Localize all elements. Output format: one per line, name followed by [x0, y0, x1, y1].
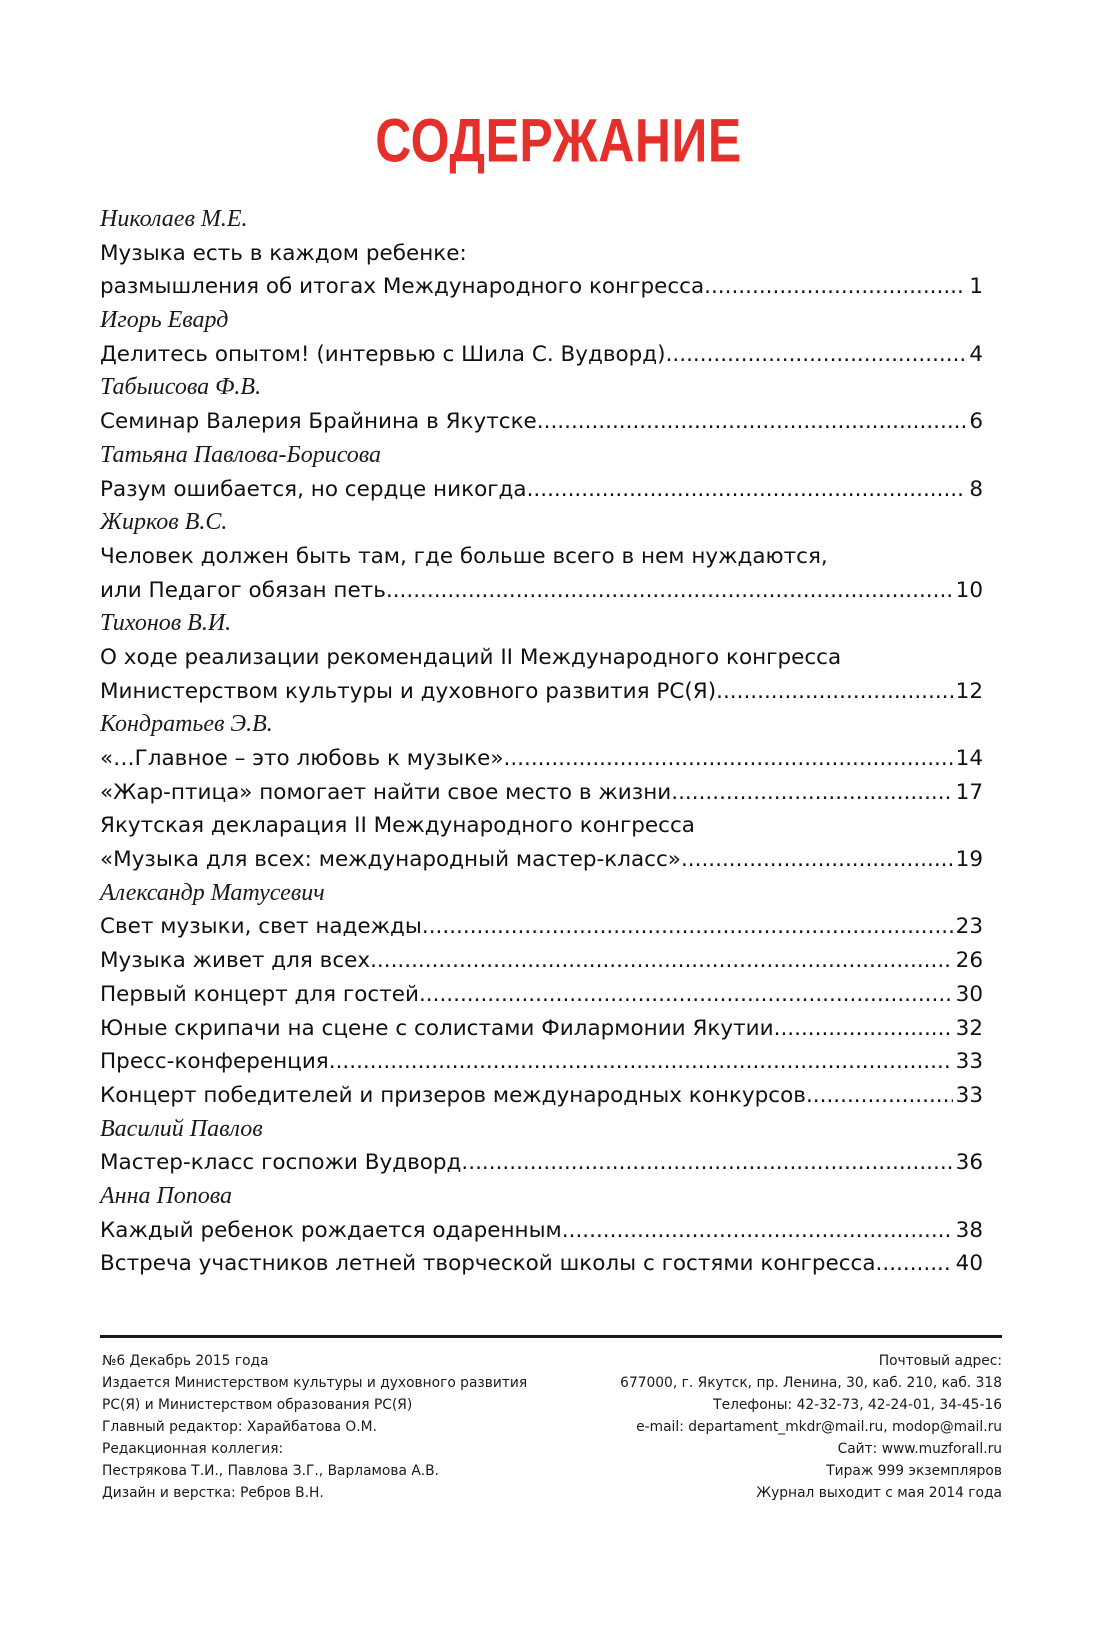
dot-leader: [876, 1247, 953, 1281]
toc-page-number: 17: [955, 779, 983, 805]
dot-leader: [329, 1045, 953, 1079]
toc-entry[interactable]: [100, 473, 983, 507]
footer-left-line: Дизайн и верстка: Ребров В.Н.: [102, 1485, 324, 1501]
toc-page-number: 38: [955, 1217, 983, 1243]
toc-entry[interactable]: [100, 574, 983, 608]
footer-right-line: Тираж 999 экземпляров: [826, 1463, 1002, 1479]
footer-left-line: №6 Декабрь 2015 года: [102, 1353, 269, 1369]
footer-left-line: РС(Я) и Министерством образования РС(Я): [102, 1397, 413, 1413]
toc-page-number: 26: [955, 948, 983, 974]
toc-entry-title: Разум ошибается, но сердце никогда: [100, 476, 527, 502]
toc-page-number: 6: [969, 409, 983, 435]
toc-page-number: 30: [955, 981, 983, 1007]
toc-entry-title: «Музыка для всех: международный мастер-класс»: [100, 847, 681, 873]
toc-page-number: 23: [955, 914, 983, 940]
toc-page-number: 8: [969, 476, 983, 502]
dot-leader: [461, 1146, 952, 1180]
toc-title-line: [100, 237, 983, 271]
dot-leader: [419, 978, 953, 1012]
toc-author: Игорь Евард: [100, 307, 229, 334]
toc-page-number: 1: [969, 274, 983, 300]
toc-page-number: 36: [955, 1150, 983, 1176]
toc-entry-title: Концерт победителей и призеров международных конкурсов: [100, 1082, 806, 1108]
dot-leader: [704, 270, 966, 304]
footer-left-line: Пестрякова Т.И., Павлова З.Г., Варламова А.В.: [102, 1463, 440, 1479]
toc-page-number: 14: [955, 746, 983, 771]
toc-entry[interactable]: [100, 675, 983, 709]
toc-entry-title: или Педагог обязан петь: [100, 577, 386, 603]
toc-entry-title: Семинар Валерия Брайнина в Якутске: [100, 409, 537, 435]
toc-author: Татьяна Павлова-Борисова: [100, 441, 382, 468]
dot-leader: [370, 944, 953, 978]
footer-right-line: Сайт: www.muzforall.ru: [837, 1441, 1002, 1457]
footer-left-line: Издается Министерством культуры и духовного развития: [102, 1375, 528, 1391]
dot-leader: [671, 776, 952, 810]
toc-title-text: Музыка есть в каждом ребенке:: [100, 240, 467, 266]
toc-title-line: [100, 540, 983, 574]
toc-entry[interactable]: [100, 405, 983, 439]
toc-author: Николаев М.Е.: [100, 206, 248, 232]
dot-leader: [666, 338, 967, 372]
toc-page-number: 12: [955, 678, 983, 704]
toc-entry[interactable]: [100, 1079, 983, 1113]
toc-entry-title: Музыка живет для всех: [100, 948, 371, 974]
toc-title-text: Человек должен быть там, где больше всего в нем нуждаются,: [100, 543, 828, 569]
toc-entry-title: Встреча участников летней творческой школы с гостями конгресса: [100, 1251, 876, 1277]
toc-entry-title: Каждый ребенок рождается одаренным: [100, 1217, 562, 1243]
toc-entry[interactable]: [100, 944, 983, 978]
toc-entry[interactable]: [100, 1045, 983, 1079]
toc-title-text: Якутская декларация II Международного конгресса: [100, 813, 695, 839]
toc-author: Жирков В.С.: [100, 509, 228, 536]
toc-entry[interactable]: [100, 776, 983, 810]
toc-entry-title: Юные скрипачи на сцене с солистами Филармонии Якутии: [100, 1015, 774, 1041]
toc-entry-title: Мастер-класс госпожи Вудворд: [100, 1150, 462, 1176]
toc-title-line: [100, 809, 983, 843]
toc-entry[interactable]: [100, 742, 983, 776]
table-of-contents: [100, 203, 983, 1281]
toc-entry-title: Министерством культуры и духовного развития РС(Я): [100, 678, 717, 704]
toc-author: Табыисова Ф.В.: [100, 374, 262, 401]
toc-entry-title: Свет музыки, свет надежды: [100, 914, 422, 940]
toc-entry[interactable]: [100, 1012, 983, 1046]
footer-right-line: 677000, г. Якутск, пр. Ленина, 30, каб. 210, каб. 318: [620, 1375, 1002, 1391]
toc-author: Анна Попова: [100, 1182, 233, 1209]
toc-entry-title: Пресс-конференция: [100, 1049, 329, 1075]
toc-entry[interactable]: [100, 1214, 983, 1248]
dot-leader: [774, 1012, 953, 1046]
toc-title-text: О ходе реализации рекомендаций II Международного конгресса: [100, 644, 842, 670]
dot-leader: [422, 910, 953, 944]
toc-page-number: 40: [955, 1251, 983, 1277]
toc-author: Тихонов В.И.: [100, 610, 232, 637]
dot-leader: [537, 405, 967, 439]
toc-page-number: 10: [955, 577, 983, 603]
toc-entry[interactable]: [100, 270, 983, 304]
toc-entry-title: Первый концерт для гостей: [100, 981, 419, 1007]
dot-leader: [716, 675, 953, 709]
footer-left-line: Редакционная коллегия:: [102, 1441, 284, 1457]
dot-leader: [386, 574, 953, 608]
footer-divider: [100, 1335, 1002, 1338]
page-title: СОДЕРЖАНИЕ: [375, 106, 742, 176]
dot-leader: [562, 1214, 953, 1248]
dot-leader: [681, 843, 953, 877]
toc-entry[interactable]: [100, 843, 983, 877]
footer-right-line: Почтовый адрес:: [878, 1353, 1002, 1369]
dot-leader: [504, 742, 953, 776]
toc-entry[interactable]: [100, 910, 983, 944]
toc-page-number: 19: [955, 847, 983, 873]
toc-entry-title: Делитесь опытом! (интервью с Шила С. Вудворд): [100, 341, 666, 367]
footer-left-line: Главный редактор: Харайбатова О.М.: [102, 1419, 377, 1435]
toc-entry-title: «…Главное – это любовь к музыке»: [100, 746, 504, 771]
toc-page-number: 4: [969, 341, 983, 367]
toc-author: Василий Павлов: [100, 1115, 263, 1142]
toc-page-number: 33: [955, 1082, 983, 1108]
footer-right-line: Телефоны: 42-32-73, 42-24-01, 34-45-16: [713, 1397, 1002, 1413]
toc-page-number: 33: [955, 1049, 983, 1075]
toc-entry[interactable]: [100, 338, 983, 372]
dot-leader: [806, 1079, 953, 1113]
toc-entry[interactable]: [100, 1247, 983, 1281]
dot-leader: [527, 473, 967, 507]
footer-right-line: e-mail: departament_mkdr@mail.ru, modop@mail.ru: [636, 1419, 1002, 1435]
toc-author: Александр Матусевич: [100, 879, 325, 906]
toc-entry-title: размышления об итогах Международного конгресса: [100, 274, 705, 300]
contact-info: [620, 1350, 1002, 1504]
publication-info: [102, 1350, 527, 1504]
toc-entry[interactable]: [100, 978, 983, 1012]
toc-page-number: 32: [955, 1015, 983, 1041]
toc-title-line: [100, 641, 983, 675]
footer-right-line: Журнал выходит с мая 2014 года: [756, 1485, 1002, 1501]
toc-entry-title: «Жар-птица» помогает найти свое место в жизни: [100, 779, 672, 805]
toc-entry[interactable]: [100, 1146, 983, 1180]
toc-author: Кондратьев Э.В.: [100, 711, 273, 738]
